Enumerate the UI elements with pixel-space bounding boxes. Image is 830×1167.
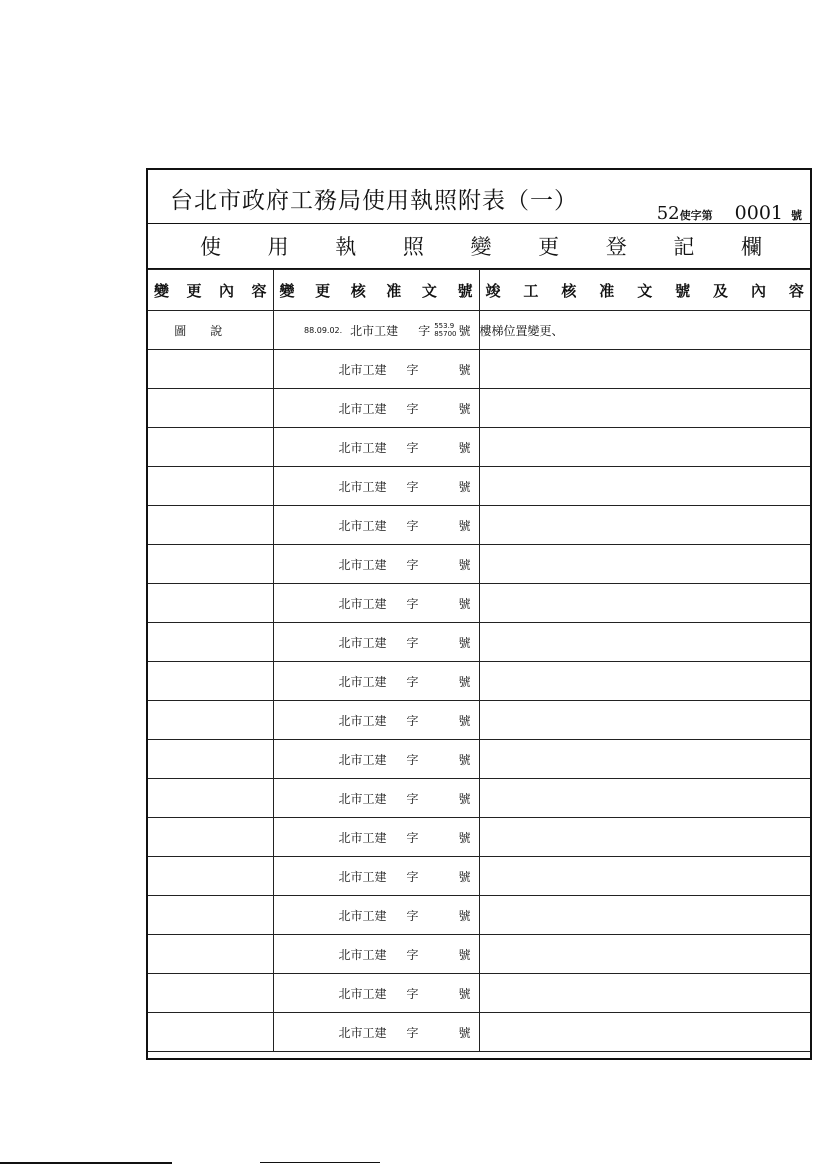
approval-number-cell — [273, 779, 479, 818]
approval-hao: 號 — [458, 596, 471, 611]
permit-year: 52 — [656, 203, 680, 224]
header-char: 工 — [523, 281, 539, 300]
section-title — [148, 224, 810, 269]
change-content-cell — [148, 896, 273, 935]
approval-prefix: 北市工建 — [338, 557, 387, 572]
permit-suffix: 號 — [791, 209, 802, 222]
table-row — [148, 350, 810, 389]
approval-number — [434, 322, 456, 338]
section-title-char: 變 — [470, 235, 492, 259]
scan-mark-bottom-left — [0, 1162, 172, 1164]
table-row — [148, 584, 810, 623]
approval-zi: 字 — [406, 830, 419, 845]
completion-details-cell — [479, 701, 810, 740]
completion-details-cell — [479, 857, 810, 896]
completion-details-cell — [479, 428, 810, 467]
section-title-char: 欄 — [741, 235, 762, 259]
table-row — [148, 779, 810, 818]
approval-number-cell — [273, 389, 479, 428]
completion-details-cell — [479, 779, 810, 818]
approval-hao: 號 — [458, 557, 471, 572]
change-content-cell — [148, 740, 273, 779]
table-row — [148, 896, 810, 935]
approval-number-cell — [273, 545, 479, 584]
change-content-cell — [148, 623, 273, 662]
section-title-char: 用 — [267, 235, 289, 259]
completion-details-cell — [479, 389, 810, 428]
approval-prefix: 北市工建 — [338, 674, 387, 689]
approval-zi: 字 — [406, 908, 419, 923]
approval-number-cell — [273, 974, 479, 1013]
approval-zi: 字 — [406, 869, 419, 884]
approval-hao: 號 — [458, 635, 471, 650]
change-content-cell — [148, 389, 273, 428]
approval-prefix: 北市工建 — [338, 791, 387, 806]
completion-details-cell — [479, 623, 810, 662]
approval-hao: 號 — [458, 401, 471, 416]
table-row — [148, 1013, 810, 1052]
approval-number-cell — [273, 662, 479, 701]
change-content-cell — [148, 1013, 273, 1052]
section-title-char: 登 — [605, 235, 627, 259]
approval-prefix: 北市工建 — [338, 596, 387, 611]
approval-hao: 號 — [458, 518, 471, 533]
change-content-cell — [148, 662, 273, 701]
section-title-char: 使 — [200, 235, 221, 259]
header-char: 變 — [154, 281, 170, 300]
approval-prefix: 北市工建 — [338, 752, 387, 767]
approval-prefix: 北市工建 — [338, 830, 387, 845]
scan-mark-bottom-mid — [260, 1162, 380, 1163]
change-content-cell — [148, 974, 273, 1013]
approval-zi: 字 — [406, 791, 419, 806]
change-content-cell — [148, 506, 273, 545]
table-row — [148, 545, 810, 584]
approval-hao: 號 — [458, 986, 471, 1001]
approval-number-bottom: 85700 — [434, 330, 457, 338]
change-content-cell — [148, 818, 273, 857]
table-row — [148, 935, 810, 974]
approval-zi: 字 — [406, 1025, 419, 1040]
approval-number-cell — [273, 584, 479, 623]
approval-number-cell — [273, 311, 479, 350]
completion-details-cell — [479, 896, 810, 935]
header-char: 容 — [251, 281, 267, 300]
section-title-char: 記 — [673, 235, 695, 259]
approval-hao: 號 — [458, 752, 471, 767]
approval-prefix: 北市工建 — [338, 362, 387, 377]
header-char: 文 — [421, 281, 437, 300]
completion-details-cell — [479, 935, 810, 974]
table-row — [148, 740, 810, 779]
completion-details-cell — [479, 467, 810, 506]
form-title: 台北市政府工務局使用執照附表（一） — [170, 188, 578, 214]
table-row — [148, 428, 810, 467]
completion-details-cell — [479, 740, 810, 779]
table-row — [148, 311, 810, 350]
approval-zi: 字 — [406, 401, 419, 416]
table-row — [148, 389, 810, 428]
approval-hao: 號 — [458, 713, 471, 728]
approval-prefix: 北市工建 — [338, 986, 387, 1001]
completion-details-cell — [479, 545, 810, 584]
header-char: 核 — [350, 281, 366, 300]
approval-number-cell — [273, 467, 479, 506]
completion-details-cell — [479, 506, 810, 545]
table-row — [148, 857, 810, 896]
header-char: 文 — [637, 281, 653, 300]
approval-zi: 字 — [418, 323, 431, 338]
approval-number-top: 553.9 — [434, 322, 455, 330]
approval-number-cell — [273, 428, 479, 467]
approval-number-cell — [273, 857, 479, 896]
approval-zi: 字 — [406, 713, 419, 728]
approval-hao: 號 — [458, 323, 471, 338]
approval-prefix: 北市工建 — [338, 947, 387, 962]
change-content-cell — [148, 935, 273, 974]
approval-hao: 號 — [458, 440, 471, 455]
approval-zi: 字 — [406, 362, 419, 377]
header-char: 准 — [386, 281, 402, 300]
approval-hao: 號 — [458, 947, 471, 962]
header-char: 准 — [599, 281, 615, 300]
change-content-cell — [148, 779, 273, 818]
approval-zi: 字 — [406, 440, 419, 455]
approval-prefix: 北市工建 — [338, 869, 387, 884]
header-char: 號 — [457, 281, 473, 300]
table-row — [148, 818, 810, 857]
header-char: 及 — [713, 281, 729, 300]
approval-prefix: 北市工建 — [338, 479, 387, 494]
table-row — [148, 701, 810, 740]
table-row — [148, 623, 810, 662]
approval-prefix: 北市工建 — [338, 908, 387, 923]
approval-number-cell — [273, 818, 479, 857]
header-char: 變 — [279, 281, 295, 300]
header-char: 核 — [561, 281, 577, 300]
form-header — [148, 170, 810, 224]
approval-hao: 號 — [458, 830, 471, 845]
approval-hao: 號 — [458, 791, 471, 806]
approval-number-cell — [273, 623, 479, 662]
approval-zi: 字 — [406, 557, 419, 572]
approval-zi: 字 — [406, 986, 419, 1001]
change-content-cell — [148, 857, 273, 896]
completion-details-cell — [479, 350, 810, 389]
header-char: 號 — [675, 281, 691, 300]
approval-prefix: 北市工建 — [338, 1025, 387, 1040]
change-content-cell — [148, 701, 273, 740]
approval-hao: 號 — [458, 908, 471, 923]
approval-zi: 字 — [406, 947, 419, 962]
approval-hao: 號 — [458, 362, 471, 377]
section-title-char: 照 — [402, 235, 424, 259]
header-char: 更 — [315, 281, 331, 300]
approval-number-cell — [273, 506, 479, 545]
approval-zi: 字 — [406, 518, 419, 533]
approval-zi: 字 — [406, 479, 419, 494]
header-char: 容 — [788, 281, 804, 300]
permit-serial: 0001 — [734, 202, 783, 224]
change-content-cell — [148, 584, 273, 623]
header-char: 內 — [218, 281, 234, 300]
section-title-char: 更 — [538, 235, 560, 259]
completion-details-cell — [479, 1013, 810, 1052]
completion-details-cell — [479, 974, 810, 1013]
approval-zi: 字 — [406, 674, 419, 689]
approval-hao: 號 — [458, 674, 471, 689]
change-content-cell: 圖說 — [148, 311, 273, 350]
permit-number — [657, 202, 802, 224]
change-content-cell — [148, 467, 273, 506]
approval-number-cell — [273, 350, 479, 389]
completion-details-cell — [479, 818, 810, 857]
approval-hao: 號 — [458, 479, 471, 494]
approval-number-cell — [273, 740, 479, 779]
approval-number-cell — [273, 896, 479, 935]
header-char: 更 — [186, 281, 202, 300]
approval-zi: 字 — [406, 752, 419, 767]
approval-date: 88.09.02. — [304, 325, 343, 335]
change-register-table — [148, 269, 810, 1052]
table-row — [148, 974, 810, 1013]
completion-details-cell — [479, 662, 810, 701]
header-approval-number — [273, 270, 479, 311]
change-content-cell — [148, 428, 273, 467]
change-content-cell — [148, 545, 273, 584]
approval-prefix: 北市工建 — [338, 401, 387, 416]
approval-number-cell — [273, 935, 479, 974]
approval-number-cell — [273, 1013, 479, 1052]
approval-prefix: 北市工建 — [338, 518, 387, 533]
approval-prefix: 北市工建 — [338, 713, 387, 728]
approval-hao: 號 — [458, 1025, 471, 1040]
approval-zi: 字 — [406, 596, 419, 611]
header-change-content — [148, 270, 273, 311]
header-char: 內 — [750, 281, 766, 300]
table-row — [148, 506, 810, 545]
change-content-cell — [148, 350, 273, 389]
header-completion-details — [479, 270, 810, 311]
permit-prefix: 使字第 — [679, 209, 713, 222]
table-row — [148, 662, 810, 701]
approval-hao: 號 — [458, 869, 471, 884]
table-header-row — [148, 270, 810, 311]
table-row — [148, 467, 810, 506]
completion-details-cell — [479, 584, 810, 623]
header-char: 竣 — [485, 281, 501, 300]
approval-prefix: 北市工建 — [338, 440, 387, 455]
section-title-char: 執 — [335, 235, 357, 259]
approval-prefix: 北市工建 — [350, 323, 399, 338]
completion-details-cell: 樓梯位置變更、 — [479, 311, 810, 350]
approval-number-cell — [273, 701, 479, 740]
usage-permit-form — [146, 168, 812, 1060]
approval-prefix: 北市工建 — [338, 635, 387, 650]
approval-zi: 字 — [406, 635, 419, 650]
